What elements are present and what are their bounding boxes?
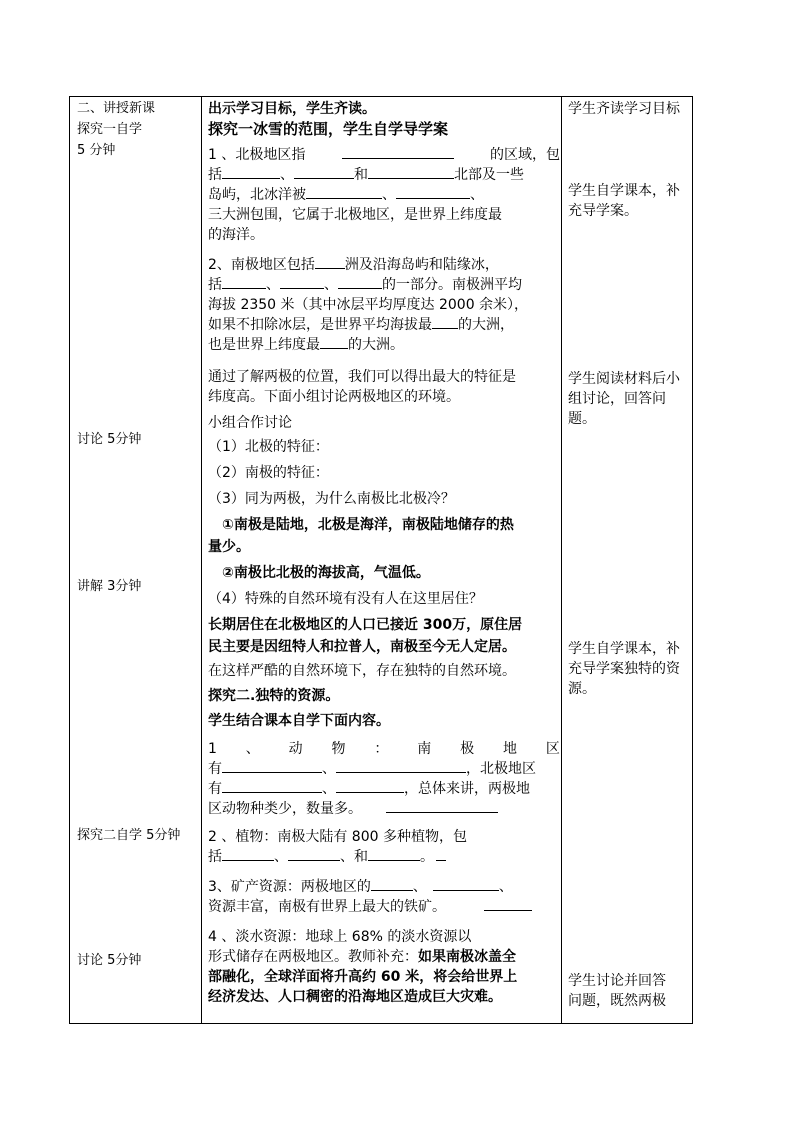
blank-line [338, 275, 382, 289]
explore-2-heading: 探究二.独特的资源。 [208, 688, 340, 704]
blank-line [386, 799, 498, 813]
answer-3-line-b: 民主要是因纽特人和拉普人，南极至今无人定居。 [208, 639, 516, 655]
blank-line [222, 847, 274, 861]
blank-line [222, 165, 280, 179]
discussion-question-4: （4）特殊的自然环境有没有人在这里居住？ [208, 591, 483, 607]
blank-line [306, 185, 382, 199]
question-minerals: 3、矿产资源：两极地区的 、 、 资源丰富，南极有世界上最大的铁矿。 [208, 877, 560, 917]
discussion-question-2: （2）南极的特征： [208, 465, 329, 481]
discussion-question-1: （1）北极的特征： [208, 439, 329, 455]
stage-discuss-2: 讨论 5分钟 [77, 953, 142, 968]
stage-explore-2: 探究二自学 5分钟 [77, 828, 181, 843]
stage-time-1: 5 分钟 [77, 143, 116, 158]
blank-line [315, 255, 345, 269]
discussion-question-3: （3）同为两极，为什么南极比北极冷？ [208, 491, 455, 507]
stage-explore-1: 探究一自学 [77, 122, 143, 137]
column-divider-right [561, 97, 562, 1023]
explore-1-heading: 探究一冰雪的范围，学生自学导学案 [208, 120, 449, 138]
question-freshwater: 4 、淡水资源：地球上 68% 的淡水资源以 形式储存在两极地区。教师补充：如果南极冰盖全 部融化，全球洋面将升高约 60 米，将会给世界上 经济发达、人口稠密的沿海地区造成巨大灾难。 [208, 929, 518, 1005]
blank-line [336, 759, 466, 773]
blank-line [396, 185, 470, 199]
blank-line [222, 275, 266, 289]
question-plants: 2 、植物：南极大陆有 800 多种植物，包 括 、 、和 。 [208, 829, 467, 865]
student-activity-5: 学生讨论并回答 问题，既然两极 [568, 973, 666, 1009]
blank-line [484, 897, 532, 911]
blank-line [371, 877, 413, 891]
blank-line [294, 165, 354, 179]
question-1: 1 、北极地区指 的区域，包 括 、 和 北部及一些 岛屿，北冰洋被 、 、 三大洲包围，它属于北极地区，是世界上纬度最 的海洋。 [208, 147, 560, 243]
blank-line [368, 165, 454, 179]
column-divider-left [201, 97, 202, 1023]
stage-lecture: 讲解 3分钟 [77, 579, 142, 594]
blank-line [222, 759, 322, 773]
blank-line [433, 877, 499, 891]
answer-1-line-a: ①南极是陆地，北极是海洋，南极陆地储存的热 [222, 517, 514, 533]
student-activity-3: 学生阅读材料后小 组讨论，回答问题。 [568, 371, 680, 427]
blank-line [222, 779, 322, 793]
self-study-instruction: 学生结合课本自学下面内容。 [208, 713, 390, 729]
summary-paragraph: 通过了解两极的位置，我们可以得出最大的特征是 纬度高。下面小组讨论两极地区的环境。 [208, 369, 516, 405]
lesson-plan-table [69, 96, 693, 1024]
blank-line [288, 847, 340, 861]
question-2: 2、南极地区包括 洲及沿海岛屿和陆缘冰， 括 、 、 的一部分。南极洲平均 海拔 2350 米（其中冰层平均厚度达 2000 余米）， 如果不扣除冰层，是世界平均海拔最 的大洲， 也是世界上纬度最 的大洲。 [208, 257, 529, 353]
objective-line: 出示学习目标，学生齐读。 [208, 101, 376, 117]
student-activity-1: 学生齐读学习目标 [568, 101, 680, 117]
student-activity-2: 学生自学课本，补 充导学案。 [568, 183, 680, 219]
question-animals: 1 、 动 物 ： 南 极 地 区 有 、 ，北极地区 有 、 ，总体来讲，两极地 区动物种类少，数量多。 [208, 741, 560, 817]
stage-discuss-1: 讨论 5分钟 [77, 432, 142, 447]
answer-1-line-b: 量少。 [208, 539, 250, 555]
stage-title: 二、讲授新课 [77, 101, 156, 116]
student-activity-4: 学生自学课本，补 充导学案独特的资 源。 [568, 641, 680, 697]
answer-2: ②南极比北极的海拔高，气温低。 [222, 565, 430, 581]
blank-line [368, 847, 420, 861]
blank-line [320, 335, 348, 349]
group-discussion-label: 小组合作讨论 [208, 415, 292, 431]
blank-line [432, 315, 458, 329]
answer-3-line-a: 长期居住在北极地区的人口已接近 300万，原住居 [208, 617, 523, 633]
blank-line [336, 779, 404, 793]
environment-note: 在这样严酷的自然环境下，存在独特的自然环境。 [208, 663, 516, 679]
blank-line [342, 145, 454, 159]
blank-line [436, 847, 446, 861]
blank-line [280, 275, 324, 289]
